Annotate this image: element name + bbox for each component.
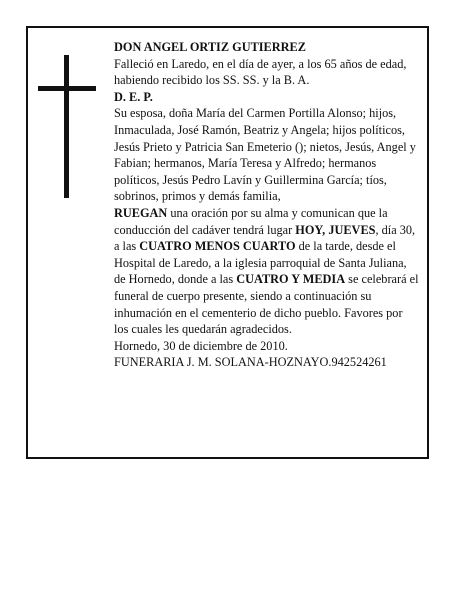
place-date: Hornedo, 30 de diciembre de 2010. [114,338,288,353]
family-members: Su esposa, doña María del Carmen Portilla Alonso; hijos, Inmaculada, José Ramón, Beatriz y Angela; hijos políticos, Jesús Prieto y Patricia San Emeterio (); nietos, Jesús, Angel y Fabian; hermanos, María Teresa y Alfredo; hermanos políticos, Jesús Pedro Lavín y Guillermina García; tíos, sobrinos, primos y demás familia, [114,106,416,204]
deceased-name: DON ANGEL ORTIZ GUTIERREZ [114,40,306,54]
request-text-3: de la tarde, desde el Hospital de Laredo, a la iglesia parroquial de Santa Juliana, de Hornedo, donde a las [114,239,407,287]
day-label: HOY, JUEVES [295,222,376,237]
cross-horizontal-bar [38,86,96,91]
latin-cross-icon [38,55,96,198]
request-text-1: una oración por su alma y comunican que la conducción del cadáver tendrá lugar [114,205,388,237]
funeral-request [114,205,419,338]
cross-vertical-bar [64,55,69,198]
obituary-text [114,39,419,371]
death-announcement: Falleció en Laredo, en el día de ayer, a los 65 años de edad, habiendo recibido los SS. SS. y la B. A. [114,56,407,88]
request-text-2: , día 30, a las [114,222,416,254]
request-text-4: se celebrará el funeral de cuerpo presente, siendo a continuación su inhumación en el cementerio de dicho pueblo. Favores por los cuales les quedarán agradecidos. [114,272,419,337]
rest-in-peace-label: D. E. P. [114,89,153,104]
ruegan-label: RUEGAN [114,205,168,220]
departure-time: CUATRO MENOS CUARTO [139,239,296,254]
funeral-time: CUATRO Y MEDIA [236,272,346,287]
funeral-home: FUNERARIA J. M. SOLANA-HOZNAYO.942524261 [114,355,387,370]
